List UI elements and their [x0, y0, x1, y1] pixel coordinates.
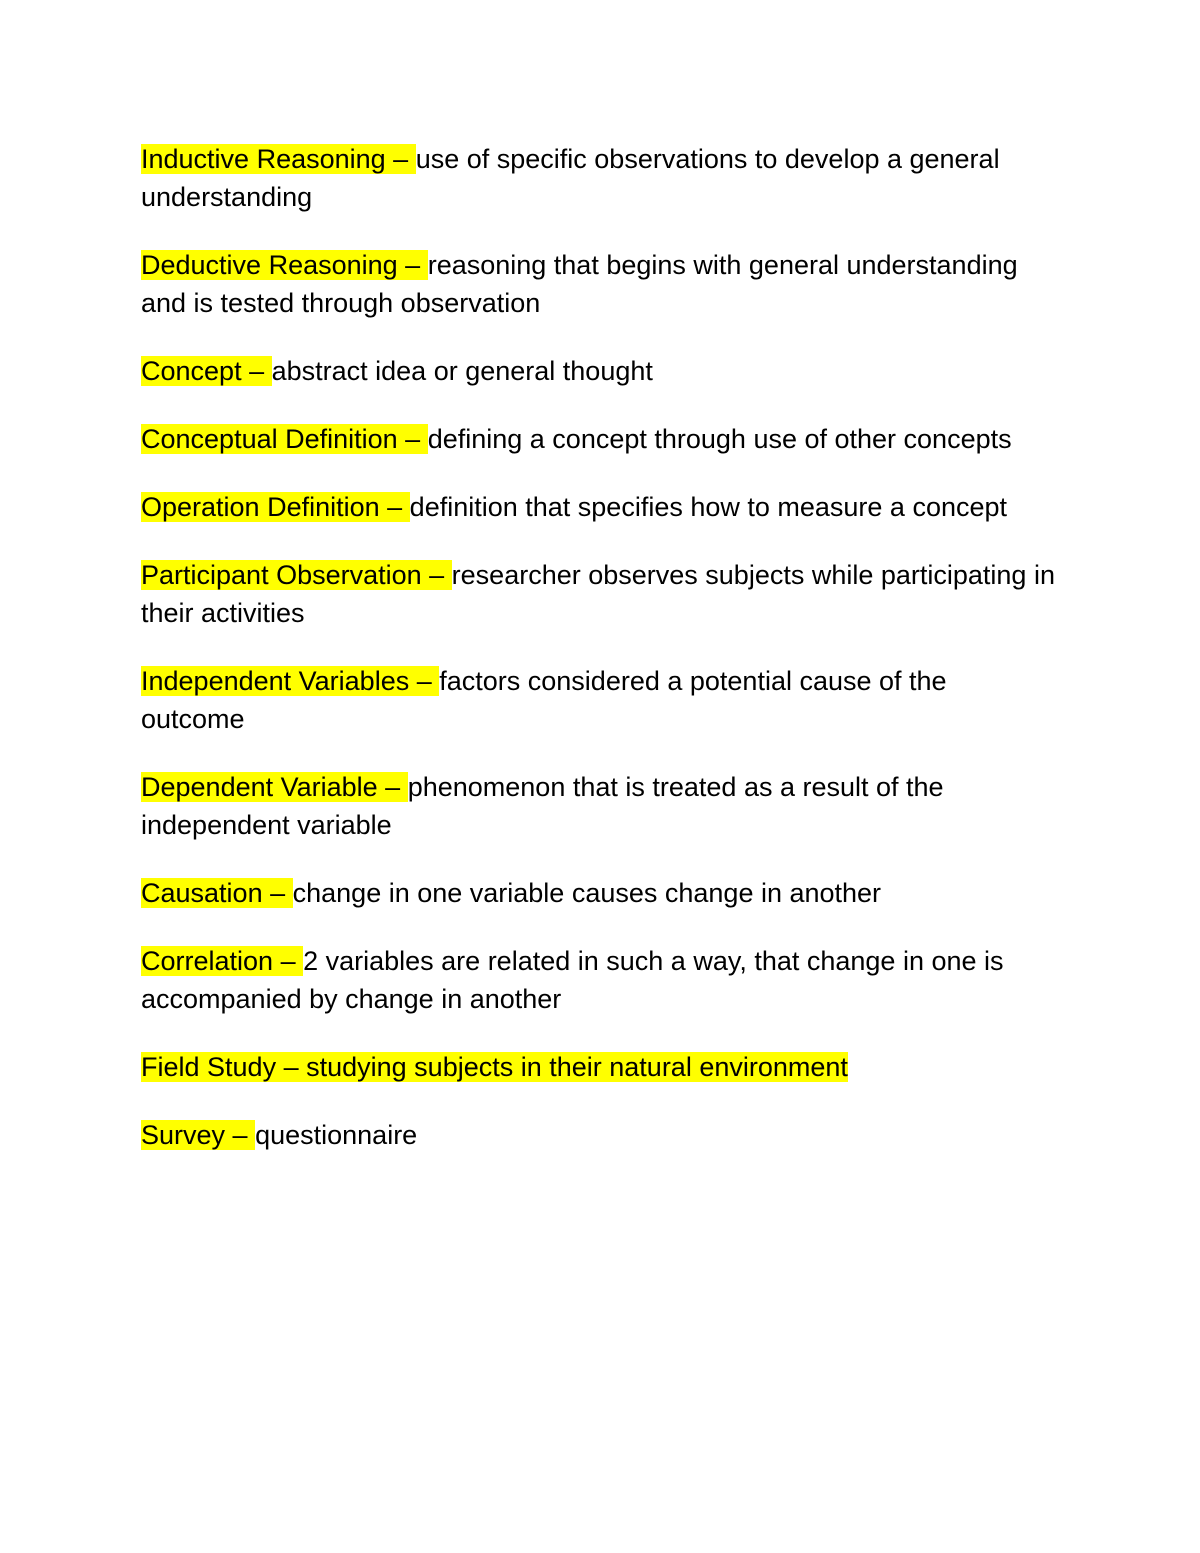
separator: – [262, 878, 293, 908]
separator: – [409, 666, 440, 696]
term: Deductive Reasoning [141, 250, 398, 280]
definition: researcher observes subjects while participating in their activities [141, 560, 1055, 628]
separator: – [241, 356, 272, 386]
separator: – [273, 946, 304, 976]
document-page [141, 140, 1056, 1184]
glossary-entry [141, 768, 1056, 844]
definition: factors considered a potential cause of the outcome [141, 666, 947, 734]
glossary-entry [141, 874, 1056, 912]
definition: questionnaire [255, 1120, 418, 1150]
glossary-entry [141, 556, 1056, 632]
definition: phenomenon that is treated as a result of the independent variable [141, 772, 944, 840]
definition: definition that specifies how to measure a concept [409, 492, 1008, 522]
term: Field Study [141, 1052, 277, 1082]
glossary-entry [141, 1048, 1056, 1086]
term: Dependent Variable [141, 772, 378, 802]
separator: – [385, 144, 416, 174]
term: Concept [141, 356, 242, 386]
term: Conceptual Definition [141, 424, 398, 454]
definition: 2 variables are related in such a way, that change in one is accompanied by change in another [141, 946, 1004, 1014]
glossary-entry [141, 488, 1056, 526]
definition: reasoning that begins with general understanding and is tested through observation [141, 250, 1018, 318]
separator: – [225, 1120, 256, 1150]
separator: – [397, 250, 428, 280]
definition: studying subjects in their natural environment [306, 1052, 848, 1082]
separator: – [276, 1052, 307, 1082]
glossary-entry [141, 1116, 1056, 1154]
definition: abstract idea or general thought [271, 356, 653, 386]
term: Correlation [141, 946, 274, 976]
separator: – [397, 424, 428, 454]
glossary-entry [141, 942, 1056, 1018]
term: Participant Observation [141, 560, 422, 590]
definition: use of specific observations to develop a general understanding [141, 144, 1000, 212]
separator: – [421, 560, 452, 590]
definition: defining a concept through use of other concepts [427, 424, 1012, 454]
term: Independent Variables [141, 666, 410, 696]
glossary-entry [141, 246, 1056, 322]
term: Inductive Reasoning [141, 144, 386, 174]
glossary-entry [141, 662, 1056, 738]
separator: – [379, 492, 410, 522]
term: Survey [141, 1120, 226, 1150]
definition: change in one variable causes change in another [292, 878, 882, 908]
glossary-entry [141, 352, 1056, 390]
glossary-entry [141, 420, 1056, 458]
separator: – [377, 772, 408, 802]
term: Operation Definition [141, 492, 380, 522]
term: Causation [141, 878, 263, 908]
glossary-entry [141, 140, 1056, 216]
